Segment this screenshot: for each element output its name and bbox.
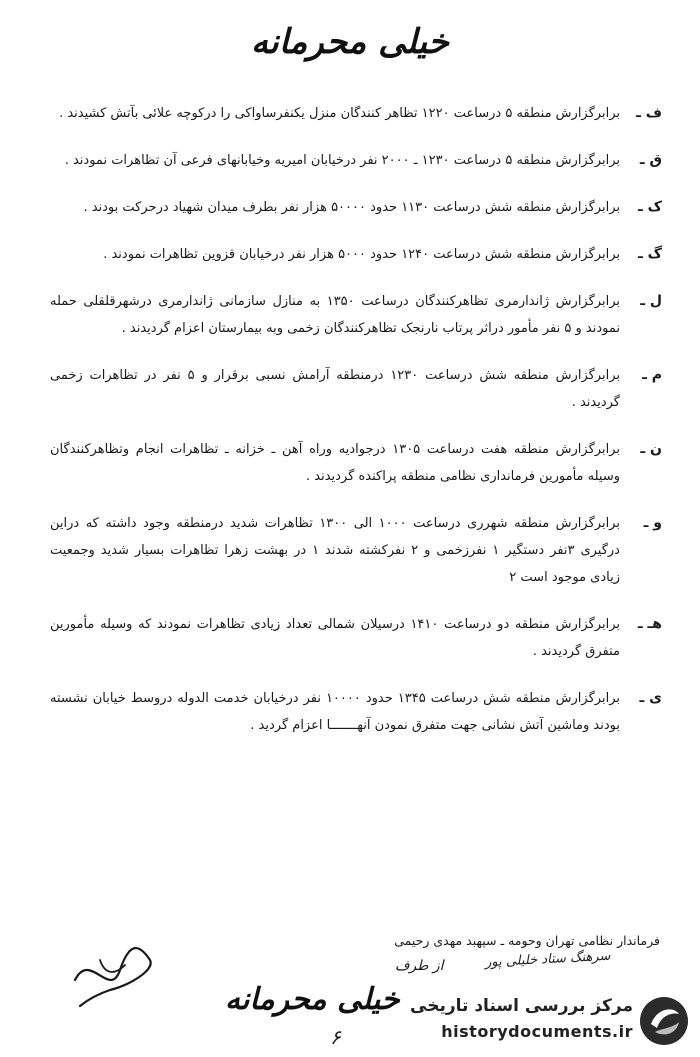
- item-text: برابرگزارش منطقه ۵ درساعت ۱۲۲۰ تظاهر کنندگان منزل یکنفرساواکی را درکوچه علائی بآتش کشیدند .: [59, 106, 620, 121]
- bottom-classification: خیلی محرمانه: [225, 982, 400, 1017]
- list-item: [50, 100, 662, 127]
- document-title: خیلی محرمانه: [251, 22, 449, 62]
- item-text: برابرگزارش منطقه شش درساعت ۱۱۳۰ حدود ۵۰۰۰۰ هزار نفر بطرف میدان شهیاد درحرکت بودند .: [83, 200, 620, 215]
- list-item: [50, 147, 662, 174]
- item-text: برابرگزارش منطقه شش درساعت ۱۳۴۵ حدود ۱۰۰۰۰ نفر درخیابان خدمت الدوله دروسط خیابان نشسته بودند وماشین آتش نشانی جهت متفرق نمودن آنهـــــــا اعزام گردید .: [50, 691, 620, 733]
- list-item: [50, 611, 662, 665]
- signature-icon: [70, 940, 160, 1010]
- item-text: برابرگزارش ژاندارمری تظاهرکنندگان درساعت ۱۳۵۰ به منازل سازمانی ژاندارمری درشهرقلقلی حمله نمودند و ۵ نفر مأمور دراثر پرتاب نارنجک تظاهرکنندگان زخمی وبه بیمارستان اعزام گردیدند .: [50, 294, 620, 336]
- list-item: [50, 685, 662, 739]
- signatory-name: سرهنگ ستاد خلیلی پور: [484, 948, 611, 971]
- item-text: برابرگزارش منطقه شش درساعت ۱۲۳۰ درمنطقه آرامش نسبی برقرار و ۵ نفر در تظاهرات زخمی گردیدند .: [50, 368, 620, 410]
- item-text: برابرگزارش منطقه شش درساعت ۱۲۴۰ حدود ۵۰۰۰ هزار نفر درخیابان قزوین تظاهرات نمودند .: [103, 247, 620, 262]
- list-item: [50, 510, 662, 591]
- item-letter: گ ـ: [638, 246, 662, 262]
- page-number: ۶: [330, 1025, 341, 1049]
- item-letter: هـ ـ: [637, 616, 662, 632]
- item-letter: ق ـ: [639, 152, 662, 168]
- watermark-text: مرکز بررسی اسناد تاریخی: [410, 996, 633, 1016]
- list-item: [50, 436, 662, 490]
- document-body: [50, 100, 662, 759]
- item-letter: ن ـ: [640, 441, 662, 457]
- list-item: [50, 241, 662, 268]
- on-behalf-label: از طرف: [395, 958, 444, 974]
- item-letter: ف ـ: [636, 105, 662, 121]
- item-text: برابرگزارش منطقه ۵ درساعت ۱۲۳۰ ـ ۲۰۰۰ نفر درخیابان امیریه وخیابانهای فرعی آن تظاهرات نمودند .: [64, 153, 620, 168]
- item-letter: ک ـ: [638, 199, 662, 215]
- item-letter: م ـ: [642, 367, 662, 383]
- list-item: [50, 194, 662, 221]
- commander-line: فرماندار نظامی تهران وحومه ـ سپهبد مهدی رحیمی: [394, 933, 660, 948]
- item-text: برابرگزارش منطقه هفت درساعت ۱۳۰۵ درجواديه وراه آهن ـ خزانه ـ تظاهرات انجام وتظاهرکنندگان وسیله مأمورین فرمانداری نظامی منطقه پراکنده گردیدند .: [50, 442, 620, 484]
- item-letter: و ـ: [643, 515, 662, 531]
- item-letter: ل ـ: [640, 293, 662, 309]
- archive-logo-icon: [637, 994, 691, 1048]
- watermark-url: historydocuments.ir: [441, 1022, 633, 1041]
- item-text: برابرگزارش منطقه دو درساعت ۱۴۱۰ درسیلان شمالی تعداد زیادی تظاهرات نمودند که وسیله مأمورین متفرق گردیدند .: [50, 617, 620, 659]
- list-item: [50, 288, 662, 342]
- watermark: [410, 990, 695, 1052]
- item-letter: ی ـ: [639, 690, 662, 706]
- list-item: [50, 362, 662, 416]
- item-text: برابرگزارش منطقه شهرری درساعت ۱۰۰۰ الی ۱۳۰۰ تظاهرات شدید درمنطقه وجود داشته که دراین درگیری ۳نفر دستگیر ۱ نفرزخمی و ۲ نفرکشته شدند ۱ در بهشت زهرا تظاهرات بسیار شدید وجمعیت زیادی موجود است ۲: [50, 516, 620, 585]
